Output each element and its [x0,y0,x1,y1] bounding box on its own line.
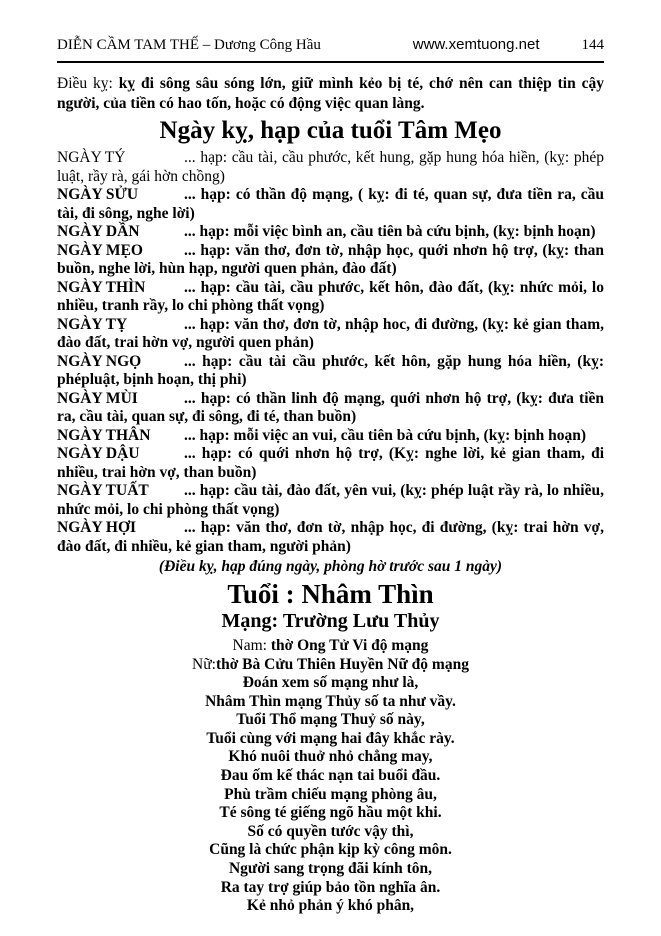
nu-label: Nữ: [192,656,216,673]
day-text-mui: ... hạp: có thần linh độ mạng, quới nhơn hộ trợ, (kỵ: đưa tiền ra, cầu tài, quan sự, đi sông, đi té, than buồn) [57,389,604,425]
day-text-tuat: ... hạp: cầu tài, đào đất, yên vui, (kỵ: phép luật rầy rà, lo nhiều, nhức mỏi, lo chi phòng thất vọng) [57,482,604,518]
day-row-dau [57,445,604,482]
book-title: DIỄN CẦM TAM THẾ – Dương Công Hầu [57,37,321,53]
day-label-hoi: NGÀY HỢI [57,519,137,536]
day-label-ty: NGÀY TÝ [57,149,126,166]
day-row-suu [57,186,604,223]
day-text-ti: ... hạp: văn thơ, đơn tờ, nhập hoc, đi đường, (kỵ: kẻ gian tham, đào đất, trai hờn vợ, người quen phản) [57,315,604,351]
website-url: www.xemtuong.net [412,36,540,53]
taboo-intro-label: Điều kỵ: [57,75,113,92]
day-text-ngo: ... hạp: cầu tài cầu phước, kết hôn, gặp hung hóa hiền, (kỵ: phépluật, bịnh hoạn, thị phi) [57,352,604,388]
poem-line: Cũng là chức phận kịp kỳ công môn. [209,841,452,859]
poem-line: Té sông té giếng ngõ hầu một khi. [219,804,442,822]
day-label-meo: NGÀY MẸO [57,241,143,259]
poem-line: Phù trầm chiếu mạng phòng âu, [224,785,437,803]
day-label-than: NGÀY THÂN [57,426,151,444]
day-row-mui [57,390,604,427]
day-row-hoi [57,519,604,556]
taboo-intro-text: kỵ đi sông sâu sóng lớn, giữ mình kẻo bị té, chớ nên can thiệp tin cậy người, của tiền có hao tốn, hoặc có động việc quan làng. [57,75,604,112]
day-label-suu: NGÀY SỬU [57,186,139,203]
day-text-meo: ... hạp: văn thơ, đơn tờ, nhập học, quới nhơn hộ trợ, (kỵ: than buồn, nghe lời, hùn hạp, người quen phản, đào đất) [57,241,604,277]
day-text-suu: ... hạp: có thần độ mạng, ( kỵ: đi té, quan sự, đưa tiền ra, cầu tài, đi sông, nghe lời) [57,186,604,222]
day-label-tuat: NGÀY TUẤT [57,482,149,499]
nu-text: thờ Bà Cửu Thiên Huyền Nữ độ mạng [215,656,469,673]
day-text-ty: ... hạp: cầu tài, cầu phước, kết hung, gặp hung hóa hiền, (kỵ: phép luật, rầy rà, gái hờn chồng) [57,149,604,185]
day-text-dan: ... hạp: mỗi việc bình an, cầu tiên bà cứu bịnh, (kỵ: bịnh hoạn) [184,223,596,240]
day-text-thin: ... hạp: cầu tài, cầu phước, kết hôn, đào đất, (kỵ: nhức mỏi, lo nhiều, tranh rầy, lo chi phòng thất vọng) [57,278,604,314]
day-text-dau: ... hạp: có quới nhơn hộ trợ, (Kỵ: nghe lời, kẻ gian tham, đi nhiều, trai hờn vợ, than buồn) [57,445,604,481]
nam-label: Nam: [232,637,267,654]
poem-line: Kẻ nhỏ phản ý khó phân, [246,897,415,915]
header-right [413,36,604,54]
page-header [57,36,604,54]
taboo-intro-paragraph [57,74,604,114]
poem-line: Khó nuôi thuở nhỏ chẳng may, [228,748,433,766]
nam-text: thờ Ong Tử Vi độ mạng [266,637,429,654]
poem-line: Đau ốm kế thác nạn tai buổi đầu. [220,766,441,784]
poem-line: Đoán xem số mạng như là, [242,674,419,691]
poem-line: Tuổi cùng với mạng hai đây khắc rày. [206,729,455,747]
poem-line: Người sang trọng đãi kính tôn, [228,859,433,877]
day-label-ngo: NGÀY NGỌ [57,352,142,370]
ky-hap-note: (Điều kỵ, hạp đúng ngày, phòng hờ trước sau 1 ngày) [158,558,503,575]
day-row-than [57,427,604,446]
fortune-poem [57,674,604,916]
day-label-mui: NGÀY MÙI [57,389,138,407]
nu-worship-line [57,655,604,674]
day-row-ty [57,149,604,186]
day-label-ti: NGÀY TỴ [57,315,128,333]
fate-title: Mạng: Trường Lưu Thủy [221,610,440,632]
day-row-tuat [57,482,604,519]
ky-hap-section-title: Ngày kỵ, hạp của tuổi Tâm Mẹo [159,117,502,144]
poem-line: Nhâm Thìn mạng Thủy số ta như vầy. [205,692,456,710]
day-text-than: ... hạp: mỗi việc an vui, cầu tiên bà cứu bịnh, (kỵ: bịnh hoạn) [184,426,587,444]
day-row-ti [57,316,604,353]
day-label-dau: NGÀY DẬU [57,445,140,462]
day-text-hoi: ... hạp: văn thơ, đơn tờ, nhập học, đi đường, (kỵ: trai hờn vợ, đào đất, đi nhiều, kẻ gian tham, người phản) [57,519,604,555]
day-row-thin [57,279,604,316]
day-row-ngo [57,353,604,390]
nam-worship-line [57,636,604,655]
age-title: Tuổi : Nhâm Thìn [227,579,434,609]
day-row-dan [57,223,604,242]
header-divider [57,61,604,63]
poem-line: Số có quyền tước vậy thì, [247,822,414,840]
day-label-thin: NGÀY THÌN [57,278,146,296]
day-row-meo [57,242,604,279]
page-number: 144 [581,37,604,53]
poem-line: Tuổi Thổ mạng Thuỷ số này, [236,711,425,729]
day-label-dan: NGÀY DẦN [57,223,140,240]
poem-line: Ra tay trợ giúp bảo tồn nghĩa ân. [220,878,441,896]
